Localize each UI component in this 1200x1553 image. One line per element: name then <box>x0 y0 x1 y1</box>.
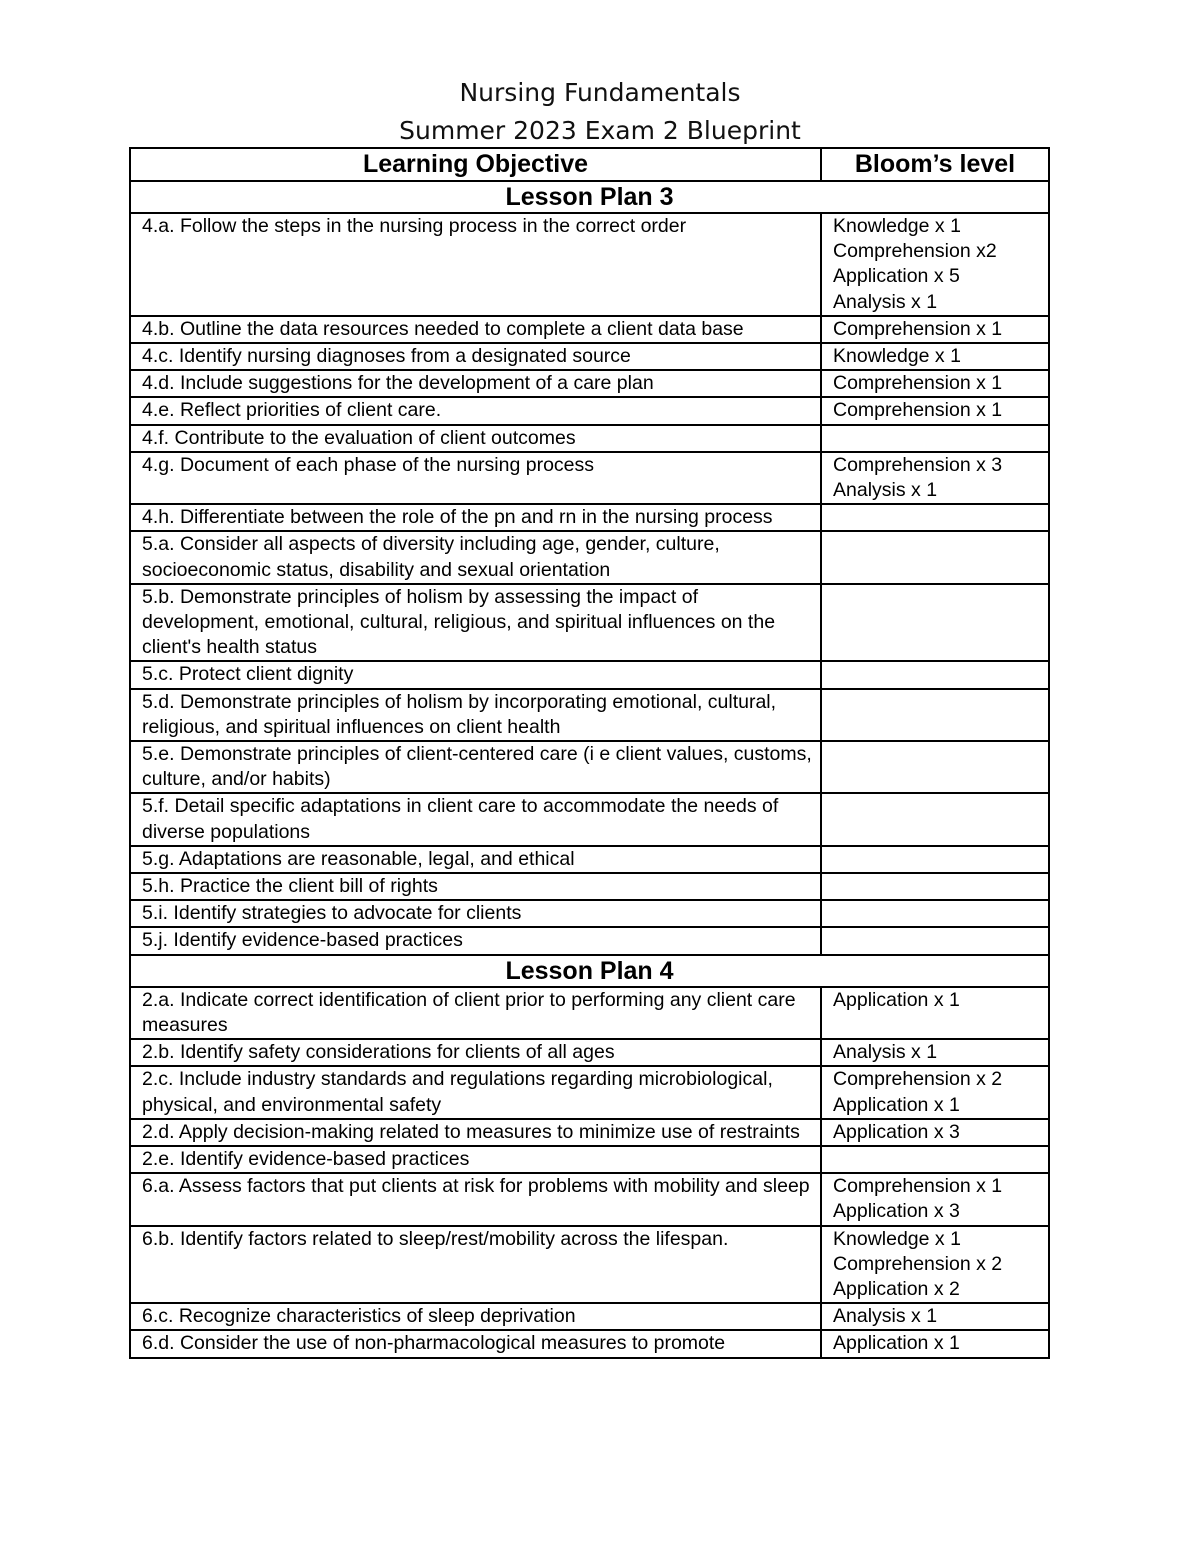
blooms-level-entry: Comprehension x2 <box>833 240 997 263</box>
blooms-level-entry: Application x 5 <box>833 265 960 288</box>
table-row <box>130 846 1049 873</box>
objective-cell: 2.a. Indicate correct identification of client prior to performing any client care measures <box>130 987 821 1039</box>
objective-cell: 5.e. Demonstrate principles of client-centered care (i e client values, customs, culture, and/or habits) <box>130 741 821 793</box>
document-title-block <box>0 74 1200 150</box>
blooms-level-cell <box>821 425 1049 452</box>
blooms-level-entry: Knowledge x 1 <box>833 345 961 368</box>
blooms-level-entry: Analysis x 1 <box>833 290 938 313</box>
blooms-level-cell <box>821 846 1049 873</box>
objective-cell: 6.c. Recognize characteristics of sleep deprivation <box>130 1303 821 1330</box>
table-row <box>130 661 1049 688</box>
blooms-level-entry: Comprehension x 2 <box>833 1252 1003 1275</box>
objective-cell: 2.c. Include industry standards and regulations regarding microbiological, physical, and environmental safety <box>130 1066 821 1118</box>
blooms-level-cell <box>821 661 1049 688</box>
blooms-level-entry: Knowledge x 1 <box>833 215 961 237</box>
objective-cell: 4.a. Follow the steps in the nursing process in the correct order <box>130 213 821 316</box>
blooms-level-cell <box>821 370 1049 397</box>
section-title: Lesson Plan 3 <box>130 181 1049 213</box>
table-row <box>130 1226 1049 1304</box>
objective-cell: 5.h. Practice the client bill of rights <box>130 873 821 900</box>
blooms-level-cell <box>821 213 1049 316</box>
table-row <box>130 873 1049 900</box>
table-row <box>130 370 1049 397</box>
header-blooms-level: Bloom’s level <box>821 148 1049 181</box>
blooms-level-cell <box>821 584 1049 662</box>
blooms-level-cell <box>821 504 1049 531</box>
objective-cell: 5.b. Demonstrate principles of holism by assessing the impact of development, emotional, cultural, religious, and spiritual influences on the client's health status <box>130 584 821 662</box>
blooms-level-entry: Application x 1 <box>833 1093 960 1116</box>
table-row <box>130 1066 1049 1118</box>
table-row <box>130 397 1049 424</box>
table-row <box>130 316 1049 343</box>
blooms-level-cell <box>821 927 1049 954</box>
blooms-level-entry: Application x 1 <box>833 1332 960 1355</box>
objective-cell: 2.d. Apply decision-making related to measures to minimize use of restraints <box>130 1119 821 1146</box>
blooms-level-entry: Knowledge x 1 <box>833 1227 961 1250</box>
document-title: Nursing Fundamentals <box>459 78 741 107</box>
blooms-level-entry: Application x 2 <box>833 1277 960 1300</box>
table-row <box>130 900 1049 927</box>
table-row <box>130 741 1049 793</box>
table-row <box>130 1330 1049 1357</box>
table-header-row <box>130 148 1049 181</box>
objective-cell: 5.i. Identify strategies to advocate for clients <box>130 900 821 927</box>
blooms-level-entry: Comprehension x 2 <box>833 1068 1003 1091</box>
blooms-level-cell <box>821 316 1049 343</box>
objective-cell: 2.e. Identify evidence-based practices <box>130 1146 821 1173</box>
objective-cell: 4.g. Document of each phase of the nursing process <box>130 452 821 504</box>
blooms-level-cell <box>821 1226 1049 1304</box>
blooms-level-cell <box>821 1330 1049 1357</box>
blooms-level-cell <box>821 1119 1049 1146</box>
objective-cell: 5.d. Demonstrate principles of holism by incorporating emotional, cultural, religious, and spiritual influences on client health <box>130 689 821 741</box>
table-body <box>130 181 1049 1358</box>
blooms-level-cell <box>821 741 1049 793</box>
blooms-level-entry: Analysis x 1 <box>833 1041 938 1064</box>
objective-cell: 4.f. Contribute to the evaluation of client outcomes <box>130 425 821 452</box>
objective-cell: 6.d. Consider the use of non-pharmacological measures to promote <box>130 1330 821 1357</box>
blooms-level-cell <box>821 1039 1049 1066</box>
table-row <box>130 1146 1049 1173</box>
objective-cell: 5.f. Detail specific adaptations in client care to accommodate the needs of diverse populations <box>130 793 821 845</box>
blooms-level-cell <box>821 987 1049 1039</box>
blooms-level-cell <box>821 689 1049 741</box>
objective-cell: 4.h. Differentiate between the role of the pn and rn in the nursing process <box>130 504 821 531</box>
blooms-level-cell <box>821 343 1049 370</box>
table-row <box>130 1039 1049 1066</box>
blooms-level-cell <box>821 397 1049 424</box>
objective-cell: 4.b. Outline the data resources needed to complete a client data base <box>130 316 821 343</box>
blooms-level-entry: Comprehension x 3 <box>833 453 1003 476</box>
blooms-level-entry: Analysis x 1 <box>833 479 938 502</box>
section-row <box>130 955 1049 987</box>
table-row <box>130 1119 1049 1146</box>
table-row <box>130 1303 1049 1330</box>
section-title: Lesson Plan 4 <box>130 955 1049 987</box>
table-row <box>130 927 1049 954</box>
objective-cell: 5.a. Consider all aspects of diversity including age, gender, culture, socioeconomic status, disability and sexual orientation <box>130 531 821 583</box>
objective-cell: 5.j. Identify evidence-based practices <box>130 927 821 954</box>
blooms-level-cell <box>821 1146 1049 1173</box>
objective-cell: 4.c. Identify nursing diagnoses from a designated source <box>130 343 821 370</box>
objective-cell: 5.c. Protect client dignity <box>130 661 821 688</box>
blooms-level-entry: Comprehension x 1 <box>833 399 1003 422</box>
blooms-level-cell <box>821 900 1049 927</box>
table-row <box>130 504 1049 531</box>
blooms-level-entry: Application x 3 <box>833 1200 960 1223</box>
blooms-level-cell <box>821 873 1049 900</box>
blooms-level-entry: Application x 1 <box>833 988 960 1011</box>
objective-cell: 5.g. Adaptations are reasonable, legal, and ethical <box>130 846 821 873</box>
table-row <box>130 452 1049 504</box>
section-row <box>130 181 1049 213</box>
blooms-level-entry: Comprehension x 1 <box>833 317 1003 340</box>
blooms-level-cell <box>821 1303 1049 1330</box>
table-row <box>130 689 1049 741</box>
blooms-level-entry: Application x 3 <box>833 1120 960 1143</box>
blooms-level-entry: Comprehension x 1 <box>833 1175 1003 1198</box>
blooms-level-entry: Comprehension x 1 <box>833 372 1003 395</box>
blooms-level-cell <box>821 452 1049 504</box>
blooms-level-cell <box>821 1173 1049 1225</box>
table-row <box>130 213 1049 316</box>
exam-blueprint-table <box>129 147 1050 1359</box>
objective-cell: 4.d. Include suggestions for the development of a care plan <box>130 370 821 397</box>
blooms-level-cell <box>821 1066 1049 1118</box>
table-row <box>130 793 1049 845</box>
objective-cell: 2.b. Identify safety considerations for clients of all ages <box>130 1039 821 1066</box>
objective-cell: 6.b. Identify factors related to sleep/rest/mobility across the lifespan. <box>130 1226 821 1304</box>
table-row <box>130 425 1049 452</box>
table-row <box>130 343 1049 370</box>
table-row <box>130 987 1049 1039</box>
objective-cell: 4.e. Reflect priorities of client care. <box>130 397 821 424</box>
table-row <box>130 531 1049 583</box>
blooms-level-entry: Analysis x 1 <box>833 1305 938 1328</box>
objective-cell: 6.a. Assess factors that put clients at risk for problems with mobility and sleep <box>130 1173 821 1225</box>
blooms-level-cell <box>821 793 1049 845</box>
header-learning-objective: Learning Objective <box>130 148 821 181</box>
blooms-level-cell <box>821 531 1049 583</box>
table-row <box>130 584 1049 662</box>
table-row <box>130 1173 1049 1225</box>
document-subtitle: Summer 2023 Exam 2 Blueprint <box>399 116 801 145</box>
